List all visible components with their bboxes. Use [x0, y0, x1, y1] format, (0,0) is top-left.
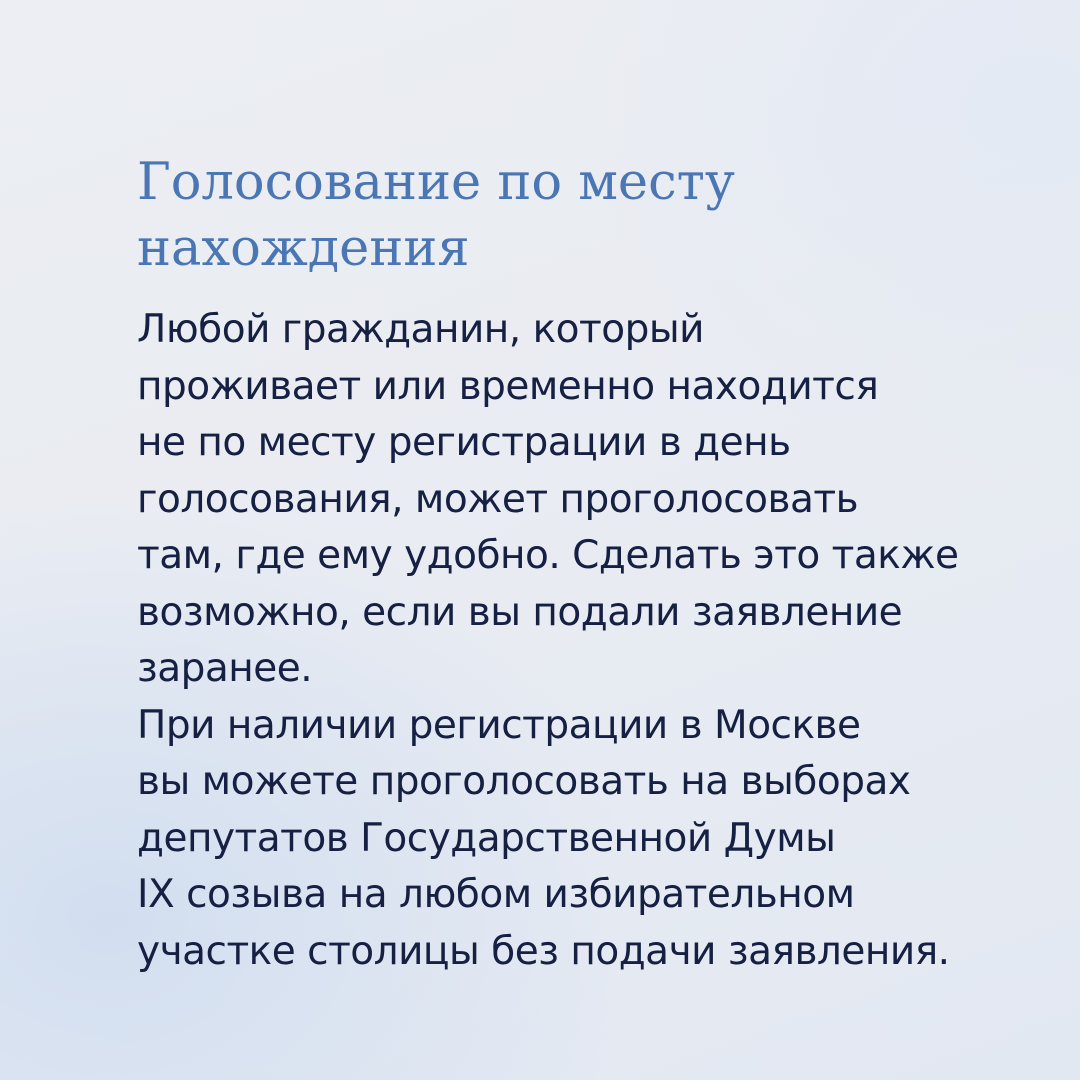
body-line: участке столицы без подачи заявления.: [137, 928, 950, 974]
body-line: Любой гражданин, который: [137, 307, 704, 352]
title-line: нахождения: [137, 219, 470, 278]
body-paragraph: [137, 302, 1017, 980]
body-line: При наличии регистрации в Москве: [137, 702, 861, 748]
body-line: там, где ему удобно. Сделать это также: [137, 533, 959, 578]
body-line: заранее.: [137, 646, 313, 691]
body-line: не по месту регистрации в день: [137, 420, 791, 465]
body-line: проживает или временно находится: [137, 363, 879, 409]
title-line: Голосование по месту: [137, 153, 735, 212]
page-title: [137, 150, 1017, 282]
body-line: возможно, если вы подали заявление: [137, 589, 903, 635]
body-line: вы можете проголосовать на выборах: [137, 759, 911, 804]
content-card: [137, 150, 1017, 980]
body-line: голосования, может проголосовать: [137, 476, 859, 522]
body-line: IX созыва на любом избирательном: [137, 872, 855, 917]
body-line: депутатов Государственной Думы: [137, 815, 836, 861]
